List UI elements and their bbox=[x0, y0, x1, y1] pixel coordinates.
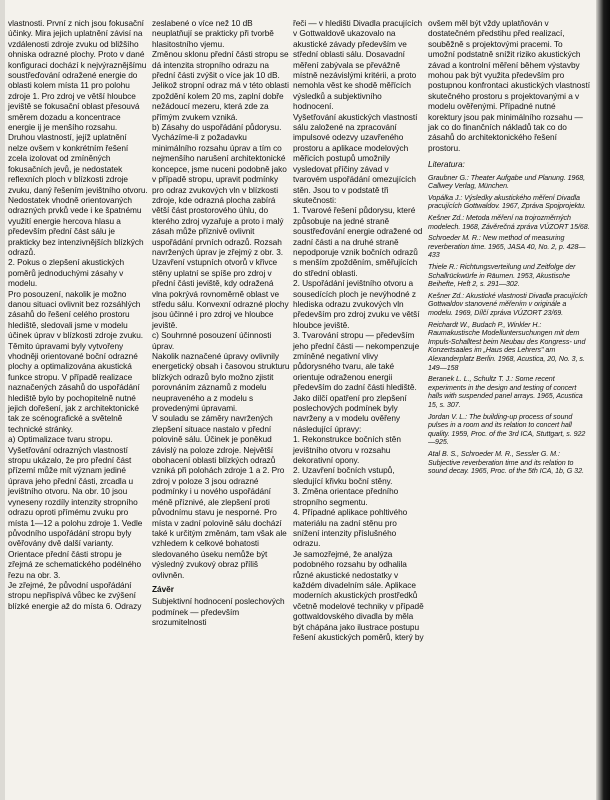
reference-item: Vopálka J.: Výsledky akustického měření Divadla pracujících Gottwaldov. 1967, Zpráva Spojprojektu. bbox=[428, 193, 586, 211]
paragraph: Je samozřejmé, že analýza podobného rozsahu by odhalila různé akustické nedostatky v každém divadelním sále. Aplikace moderních akustických prostředků včetně modelové techniky v případě gottwaldovského divadla by měla být chápána jako ilustrace postupu řešení akustických poměrů, který by bbox=[293, 548, 424, 642]
list-item: 2. Uspořádání jevištního otvoru a sousedících ploch je nevýhodné z hlediska odrazu zvukových vln především pro zdroj zvuku ve větší hloubce jeviště. bbox=[293, 278, 420, 330]
conclusion-heading: Závěr bbox=[152, 583, 174, 594]
text-column-2 bbox=[152, 18, 290, 628]
paragraph: Subjektivní hodnocení poslechových podmínek — především srozumitelnosti bbox=[152, 596, 285, 628]
list-item: 1. Rekonstrukce bočních stěn jevištního otvoru v rozsahu dekorativní opony. bbox=[293, 434, 401, 466]
reference-item: Kešner Zd.: Metoda měření na trojrozměrných modelech. 1968, Závěrečná zpráva VÚZORT 15/68. bbox=[428, 214, 590, 231]
reference-item: Schroeder M. R.: New method of measuring reverberation time. 1965, JASA 40, No. 2, p. 428—433 bbox=[428, 234, 586, 260]
reference-item: Atal B. S., Schroeder M. R., Sessler G. M.: Subjective reverberation time and its relation to sound decay. 1965, Proc. of the 5th ICA, 1b, G 32. bbox=[428, 449, 584, 476]
paragraph: Změnou sklonu přední části stropu se dá intenzita stropního odrazu na přední části zvýšit o více jak 10 dB. Jelikož stropní odraz má v této oblasti zpoždění kolem 20 ms, zaplní dobře nežádoucí mezeru, která zde za přímým zvukem vzniká. bbox=[152, 49, 289, 122]
reference-item: Kešner Zd.: Akustické vlastnosti Divadla pracujících Gottwaldov stanovené měřením v originále a modelu. 1969, Dílčí zpráva VÚZORT 23/69. bbox=[428, 291, 588, 317]
list-item: 3. Změna orientace předního stropního segmentu. bbox=[293, 486, 399, 507]
paragraph: Jako dílčí opatření pro zlepšení poslechových podmínek byly navrženy a v modelu ověřeny následující úpravy: bbox=[293, 392, 407, 434]
reference-item: Jordan V. L.: The building-up process of sound pulses in a room and its relation to concert hall quality. 1959, Proc. of the 3rd ICA, Stuttgart, s. 922—925. bbox=[428, 412, 586, 447]
reference-item: Thiele R.: Richtungsverteilung und Zeitfolge der Schallrückwürfe in Räumen. 1953, Akustische Beihefte, Heft 2, s. 291—302. bbox=[428, 263, 576, 289]
section-heading: c) Souhrnné posouzení účinnosti úprav. bbox=[152, 330, 272, 351]
paragraph: a) Optimalizace tvaru stropu. Vyšetřování odrazných vlastností stropu ukázalo, že pro přední část přízemí může mít význam jediné úprava jeho přední části, zrcadla u jevištního otvoru. Na obr. 10 jsou vyneseny rozdíly intenzity stropního odrazu oproti přímému zvuku pro místa 1—12 a polohu zdroje 1. Vedle původního uspořádání stropu byly ověřovány dvě další varianty. Orientace přední části stropu je zřejmá ze schematického podélného řezu na obr. 3. bbox=[8, 434, 143, 580]
paragraph: řeči — v hledišti Divadla pracujících v Gottwaldově ukazovalo na akustické závady především ve střední oblasti sálu. Dosavadní měření zabývala se převážně místně nezávislými kritérii, a proto nemohla věst ke shodě měřících výsledků a subjektivního hodnocení. bbox=[293, 18, 423, 112]
paragraph: Vycházíme-li z požadavku minimálního rozsahu úprav a tím co nejmenšího narušení architektonické koncepce, jsme nuceni podobně jako v případě stropu, upravit podmínky pro odraz zvukových vln v blízkosti zdroje, kde odrazná plocha zabírá větší část prostorového úhlu, do kterého zdroj vyzařuje a proto i malý zásah může příznivě ovlivnit uspořádání prvních odrazů. Rozsah navržených úprav je zřejmý z obr. 3. bbox=[152, 132, 287, 257]
reference-item: Beranek L. L., Schultz T. J.: Some recent experiments in the design and testing of concert halls with suspended panel arrays. 1965, Acustica 15, s. 307. bbox=[428, 375, 583, 409]
list-item: 3. Tvarování stropu — především jeho přední části — nekompenzuje zmíněné negativní vlivy půdorysného tvaru, ale také orientuje odraženou energii především do zadní části hlediště. bbox=[293, 330, 420, 393]
book-spine-shadow bbox=[596, 0, 610, 800]
paragraph: V souladu se záměry navržených zlepšení situace nastalo v přední polovině sálu. Účinek je poněkud závislý na poloze zdroje. Největší obohacení oblasti blízkých odrazů vzniká při polohách zdroje 1 a 2. Pro zdroj v poloze 3 jsou odrazné podmínky i u nového uspořádání méně příznivé, ale zlepšení proti původnímu stavu je nesporné. Pro místa v zadní polovině sálu dochází také k určitým změnám, tam však ale vzhledem k celkové bohatosti sledovaného úseku nemůže být výsledný zvukový obraz příliš ovlivněn. bbox=[152, 413, 287, 580]
paragraph: ovšem měl být vždy uplatňován v dostatečném předstihu před realizací, souběžně s projektovými pracemi. To umožní podstatně snížit riziko akustických závad a kontrolní měření během výstavby mohou pak být využita především pro postupnou konfrontaci akustických vlastností skutečného prostoru s projektovanými a v modelu ověřenými. Případné nutné korektury jsou pak minimálního rozsahu — jak co do finančních nákladů tak co do zásahů do architektonického řešení prostoru. bbox=[428, 18, 590, 153]
paragraph: Nedostatek vhodně orientovaných odrazných prvků vede i ke špatnému využití energie hercova hlasu a především přední část sálu je prakticky bez intenzivnějších blízkých odrazů. bbox=[8, 194, 144, 257]
paragraph: Vyšetřování akustických vlastností sálu založené na zpracování impulsové odezvy uzavřeného prostoru a aplikace modelových měřicích postupů umožnily vysledovat příčiny závad v tvarovém uspořádání omezujících stěn. Jsou to v podstatě tři skutečnosti: bbox=[293, 111, 418, 205]
page-gutter-shadow bbox=[0, 0, 5, 800]
paragraph: vlastnosti. První z nich jsou fokusační účinky. Mira jejich uplatnění závisí na vzdálenosti zdroje zvuku od bližšího ohniska odrazné plochy. Proto v dané konfiguraci dochází k nejvýraznějšímu soustřeďování odražené energie do oblasti kolem místa 11 pro polohu zdroje 1. Pro zdroj ve větší hloubce jeviště se fokusační oblast přesouvá směrem dozadu a koncentrace energie ij je menšího rozsahu. bbox=[8, 18, 147, 133]
paragraph: Pro posouzení, nakolik je možno danou situaci ovlivnit bez rozsáhlých zásahů do řešení celého prostoru hlediště, sledovali jsme v modelu účinek úprav v blízkosti zdroje zvuku. Těmito úpravami byly vytvořeny vhodněji orientované boční odrazné plochy a optimalizována akustická funkce stropu. V případě realizace naznačených zásahů do uspořádání hlediště bylo by pochopitelně nutné jejich dořešení, jak z architektonické tak ze scénografické a světelně technické stránky. bbox=[8, 288, 144, 434]
text-column-3 bbox=[293, 18, 424, 642]
paragraph: Nakolik naznačené úpravy ovlivnily energetický obsah i časovou strukturu blízkých odrazů bylo možno zjistit porovnáním záznamů z modelu neupraveného a z modelu s provedenými úpravami. bbox=[152, 351, 290, 414]
paragraph: zeslabené o více než 10 dB neuplatňují se prakticky při tvorbě hlasitostního vjemu. bbox=[152, 18, 274, 49]
text-column-4 bbox=[428, 18, 590, 479]
paragraph: Druhou vlastností, jejíž uplatnění nelze ovšem v konkrétním řešení zcela izolovat od zmíněných fokusačních jevů, je nedostatek reflexních ploch v blízkosti zdroje zvuku, daný řešením jevištního otvoru. bbox=[8, 132, 148, 195]
literature-heading: Literatura: bbox=[428, 159, 465, 170]
reference-item: Graubner G.: Theater Aufgabe und Planung. 1968, Callwey Verlag, München. bbox=[428, 173, 586, 191]
list-item: 2. Uzavření bočních vstupů, sledující křivku boční stěny. bbox=[293, 465, 395, 486]
section-heading: 2. Pokus o zlepšení akustických poměrů jednoduchými zásahy v modelu. bbox=[8, 257, 125, 289]
paragraph: Uzavření vstupních otvorů v křivce stěny uplatní se spíše pro zdroj v přední části jeviště, kdy odražená vlna pokrývá rovnoměrně oblast ve středu sálu. Konvexní odrazné plochy jsou účinné i pro zdroj ve hloubce jeviště. bbox=[152, 257, 289, 330]
text-column-1 bbox=[8, 18, 148, 611]
list-item: 1. Tvarové řešení půdorysu, které způsobuje na jedné straně soustřeďování energie odražené od zadní části a na druhé straně nepodporuje vznik bočních odrazů s menším zpožděním, směřujících do střední oblasti. bbox=[293, 205, 423, 278]
reference-item: Reichardt W., Budach P., Winkler H.: Raumakustische Modelluntersuchungen mit dem Impuls-Schalltest beim Neubau des Kongress- und Konzertsaales im „Haus des Lehrers" am Alexanderplatz Berlin. 1968, Acustica, 20, No. 3, s. 149—158 bbox=[428, 320, 586, 372]
section-heading: b) Zásahy do uspořádání půdorysu. bbox=[152, 122, 282, 133]
paragraph: Je zřejmé, že původní uspořádání stropu nepřispívá vůbec ke zvýšení blízké energie až do místa 6. Odrazy bbox=[8, 579, 142, 611]
list-item: 4. Případné aplikace pohltivého materiálu na zadní stěnu pro snížení intenzity příslušného odrazu. bbox=[293, 507, 408, 549]
